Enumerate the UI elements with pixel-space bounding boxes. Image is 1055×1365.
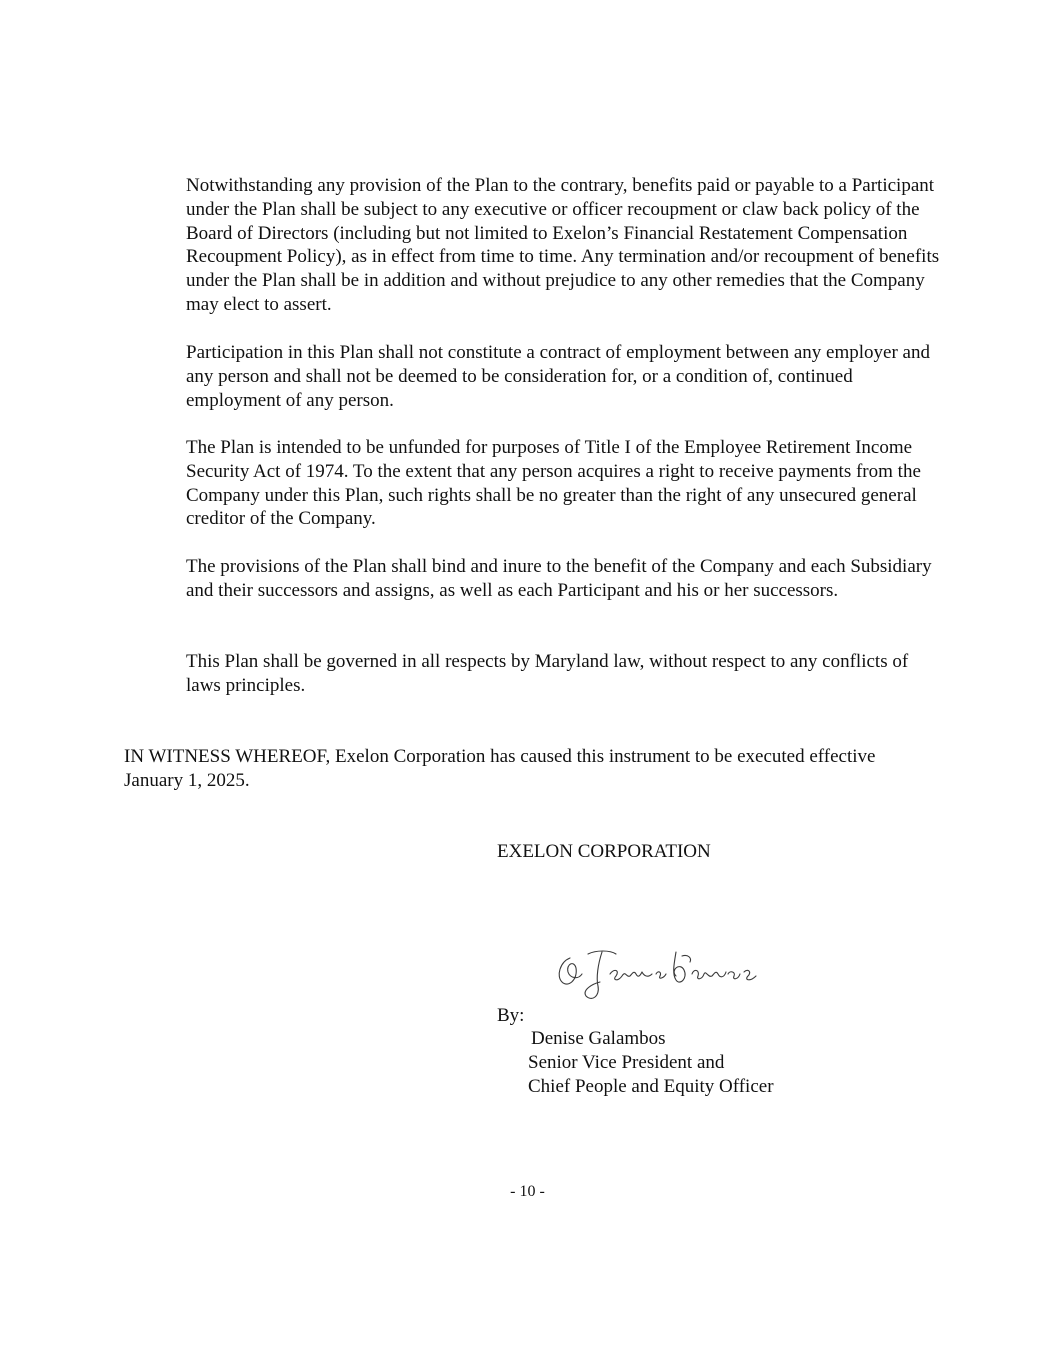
employment-paragraph: Participation in this Plan shall not constitute a contract of employment between any employer and any person and shall not be deemed to be consideration for, or a condition of, continued employment of any person. bbox=[186, 342, 930, 411]
clawback-paragraph: Notwithstanding any provision of the Plan to the contrary, benefits paid or payable to a Participant under the Plan shall be subject to any executive or officer recoupment or claw back policy of the Board of Directors (including but not limited to Exelon’s Financial Restatement Compensation Recoupment Policy), as in effect from time to time. Any termination and/or recoupment of benefits under the Plan shall be in addition and without prejudice to any other remedies that the Company may elect to assert. bbox=[186, 175, 940, 315]
signer-name: Denise Galambos bbox=[531, 1028, 666, 1049]
handwritten-signature bbox=[552, 944, 762, 1004]
by-label: By: bbox=[497, 1005, 525, 1026]
governing-law-paragraph: This Plan shall be governed in all respects by Maryland law, without respect to any conflicts of laws principles. bbox=[186, 651, 909, 696]
signer-title-line-1: Senior Vice President and bbox=[528, 1052, 725, 1073]
unfunded-plan-paragraph: The Plan is intended to be unfunded for purposes of Title I of the Employee Retirement Income Security Act of 1974. To the extent that any person acquires a right to receive payments from the Company under this Plan, such rights shall be no greater than the right of any unsecured general creditor of the Company. bbox=[186, 437, 921, 530]
witness-clause: IN WITNESS WHEREOF, Exelon Corporation has caused this instrument to be executed effective January 1, 2025. bbox=[124, 746, 876, 791]
page-number: - 10 - bbox=[510, 1183, 545, 1200]
successors-paragraph: The provisions of the Plan shall bind and inure to the benefit of the Company and each Subsidiary and their successors and assigns, as well as each Participant and his or her successors. bbox=[186, 556, 932, 601]
company-name: EXELON CORPORATION bbox=[497, 841, 711, 862]
signer-details bbox=[528, 1027, 774, 1099]
signer-title-line-2: Chief People and Equity Officer bbox=[528, 1076, 774, 1097]
